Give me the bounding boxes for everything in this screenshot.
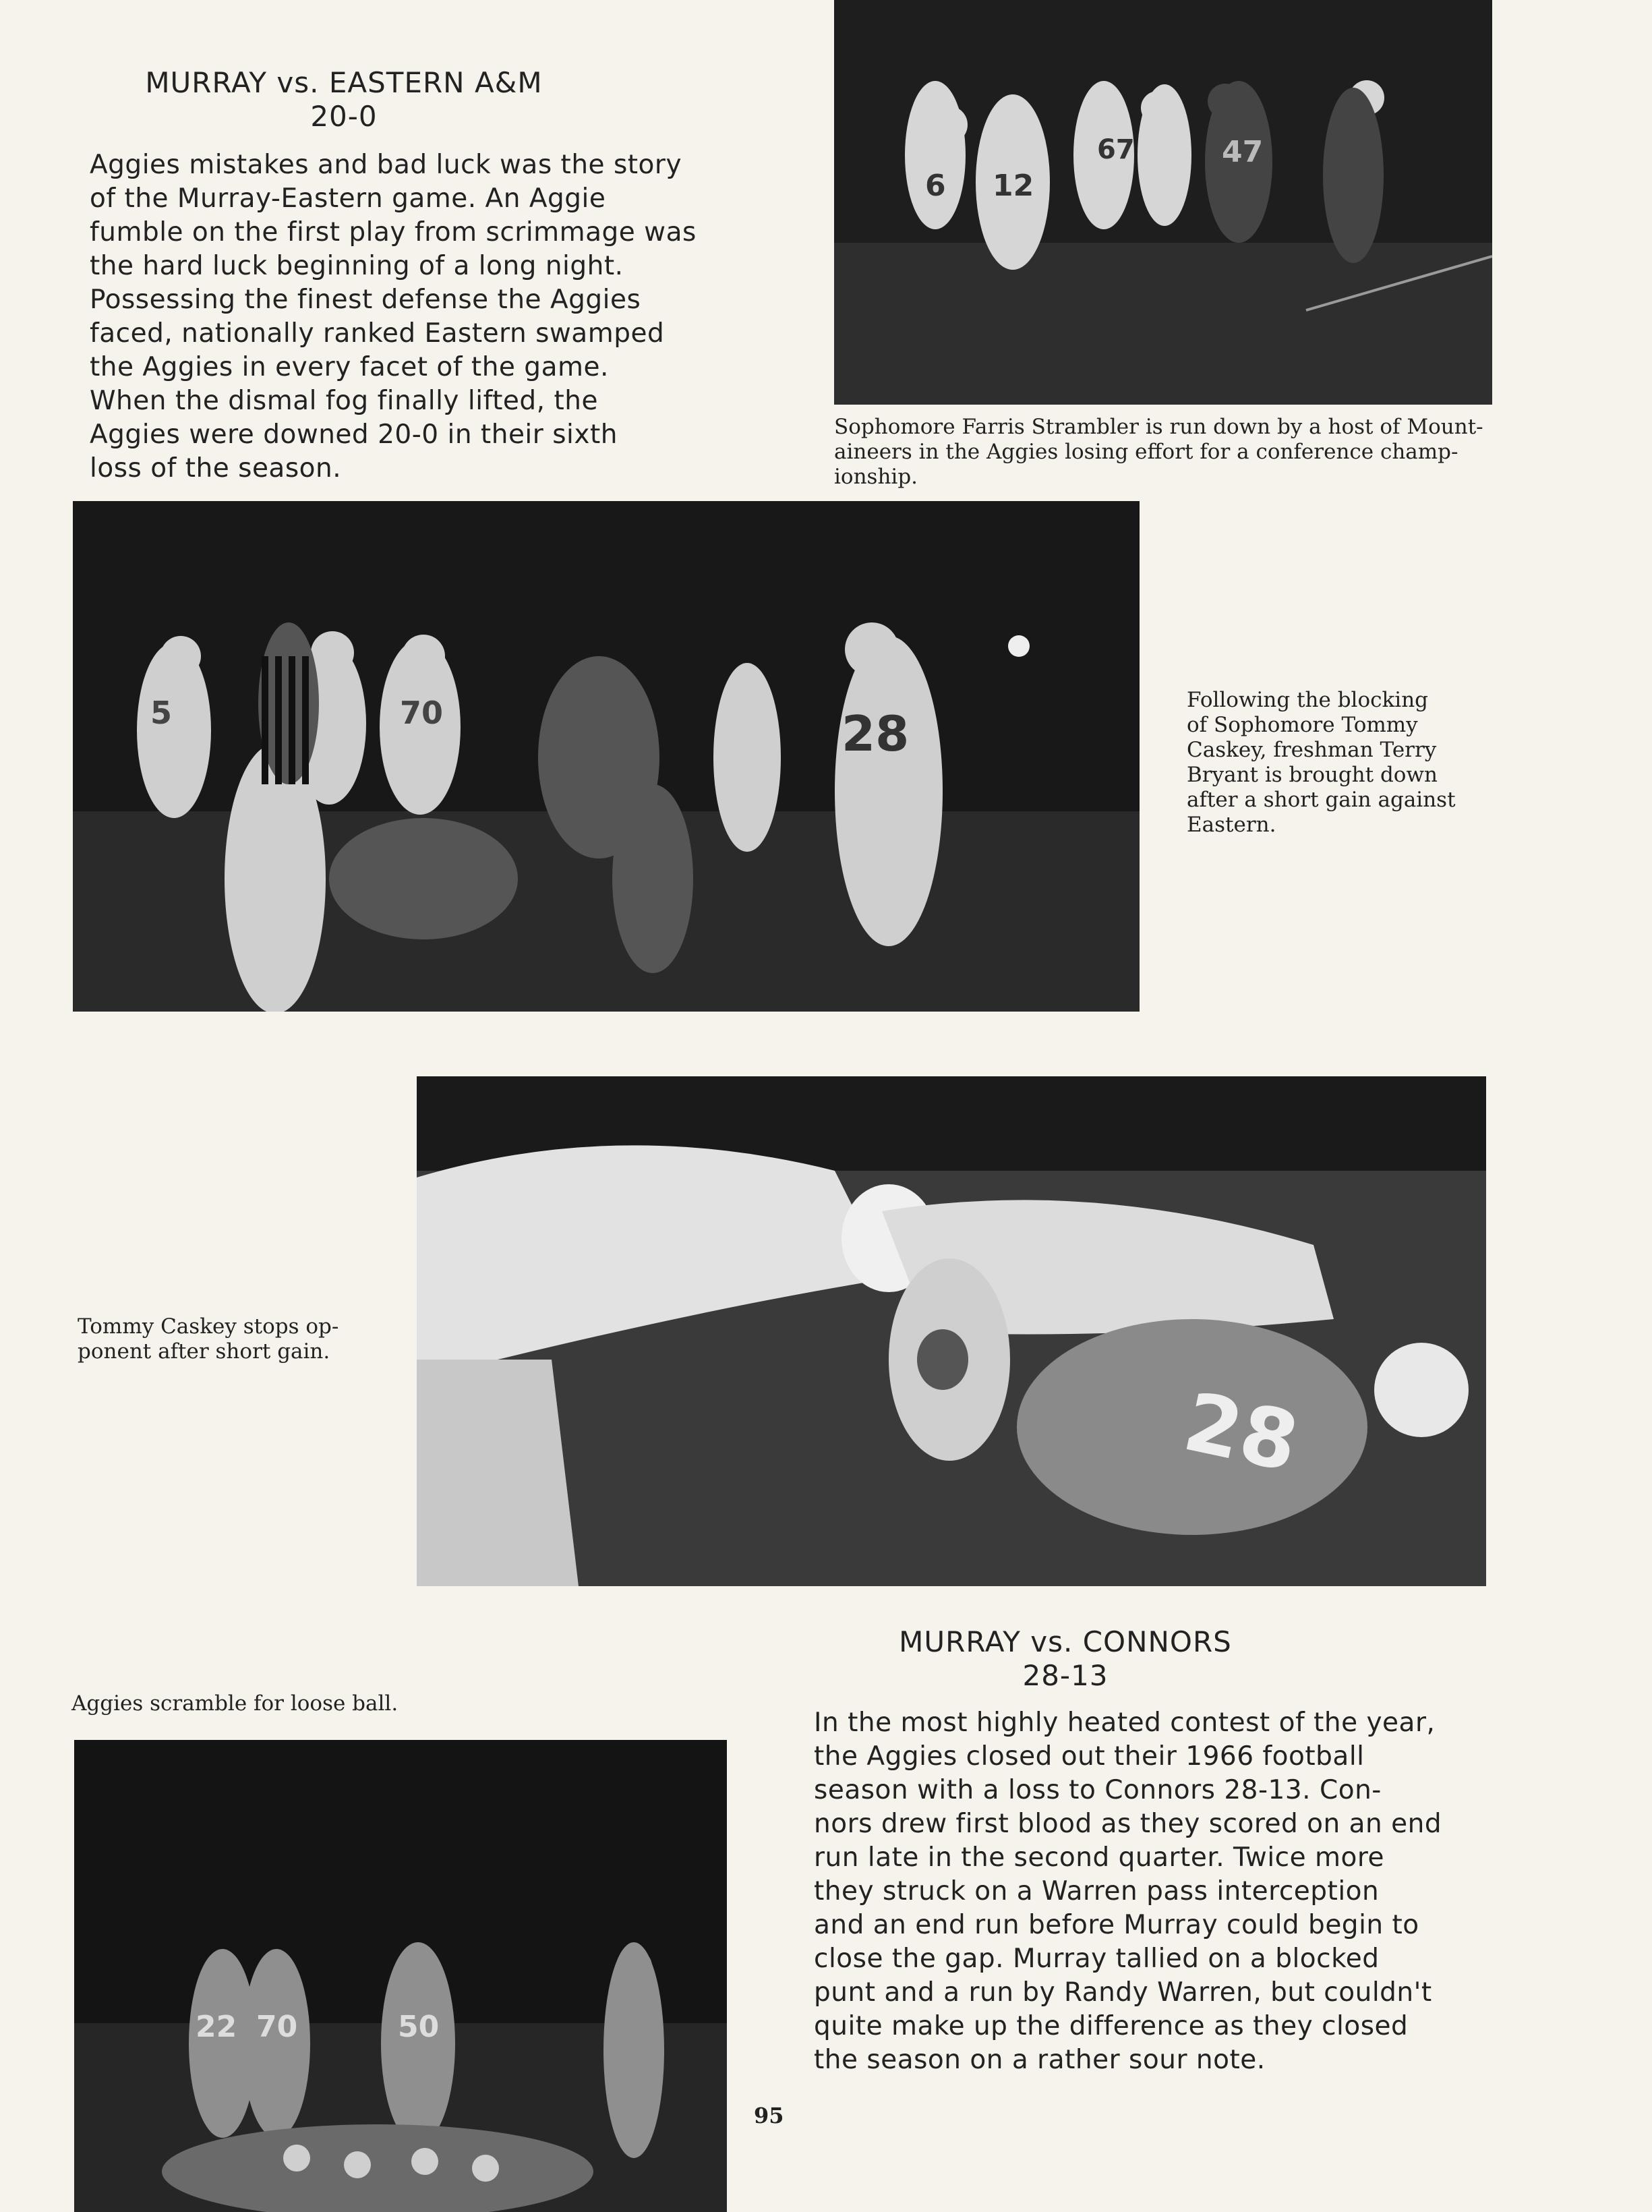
- jersey-number: 67: [1097, 134, 1135, 165]
- photo-caskey-stop: [417, 1076, 1486, 1586]
- caption-scramble: Aggies scramble for loose ball.: [71, 1691, 399, 1716]
- caption-strambler: Sophomore Farris Strambler is run down by a host of Mount- aineers in the Aggies losing effort for a conference champ- ionship.: [834, 415, 1483, 489]
- jersey-number: 12: [993, 169, 1034, 203]
- jersey-number: 47: [1222, 135, 1264, 169]
- photo-scramble-loose-ball: [74, 1740, 727, 2212]
- eastern-game-title: MURRAY vs. EASTERN A&M: [145, 66, 543, 99]
- caption-caskey: Tommy Caskey stops op- ponent after short gain.: [78, 1314, 339, 1364]
- jersey-number: 50: [398, 2010, 440, 2044]
- eastern-game-score: 20-0: [310, 100, 378, 133]
- connors-game-title: MURRAY vs. CONNORS: [899, 1625, 1232, 1658]
- connors-game-story: In the most highly heated contest of the year, the Aggies closed out their 1966 football season with a loss to Connors 28-13. Con- nors drew first blood as they scored on an end run late in the second quarter. Twice more they struck on a Warren pass interception and an end run before Murray could begin to close the gap. Murray tallied on a blocked punt and a run by Randy Warren, but couldn't quite make up the difference as they closed the season on a rather sour note.: [814, 1708, 1442, 2075]
- photo-bryant-brought-down: [73, 501, 1140, 1012]
- jersey-number: 28: [842, 705, 910, 762]
- jersey-number: 70: [400, 695, 444, 731]
- jersey-number: 5: [150, 695, 173, 731]
- jersey-number: 28: [1176, 1375, 1306, 1490]
- jersey-number: 70: [256, 2010, 298, 2044]
- connors-game-score: 28-13: [1022, 1659, 1109, 1692]
- jersey-number: 22: [196, 2010, 237, 2044]
- photo-strambler-run-down: [834, 0, 1492, 405]
- caption-bryant: Following the blocking of Sophomore Tommy Caskey, freshman Terry Bryant is brought down after a short gain against Eastern.: [1187, 688, 1456, 837]
- jersey-number: 6: [925, 169, 946, 203]
- eastern-game-story: Aggies mistakes and bad luck was the story of the Murray-Eastern game. An Aggie fumble on the first play from scrimmage was the hard luck beginning of a long night. Possessing the finest defense the Aggies faced, nationally ranked Eastern swamped the Aggies in every facet of the game. When the dismal fog finally lifted, the Aggies were downed 20-0 in their sixth loss of the season.: [90, 150, 697, 484]
- page-number: 95: [754, 2103, 784, 2128]
